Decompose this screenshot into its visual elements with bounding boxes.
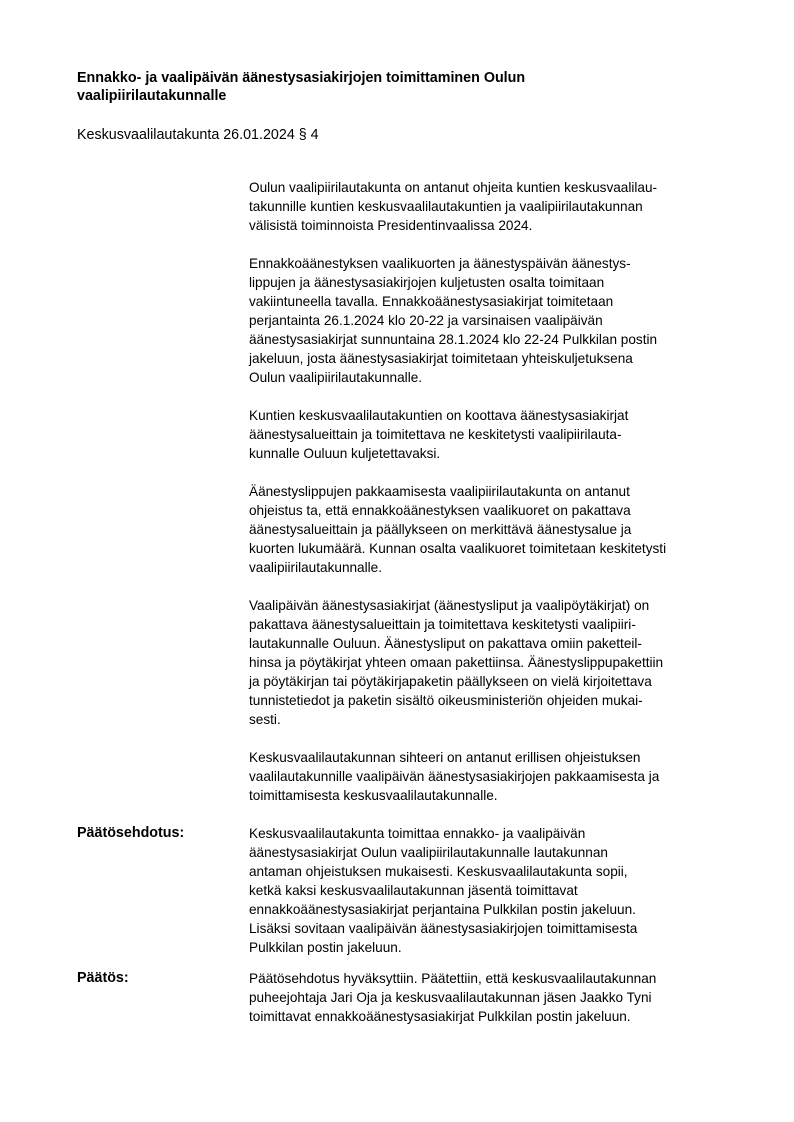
text-line: Äänestyslippujen pakkaamisesta vaalipiirilautakunta on antanut — [249, 484, 630, 499]
text-line: ennakkoäänestysasiakirjat perjantaina Pulkkilan postin jakeluun. — [249, 902, 636, 917]
text-line: kuorten lukumäärä. Kunnan osalta vaalikuoret toimitetaan keskitetysti — [249, 541, 667, 556]
text-line: toimittamisesta keskusvaalilautakunnalle. — [249, 788, 498, 803]
text-line: Vaalipäivän äänestysasiakirjat (äänestysliput ja vaalipöytäkirjat) on — [249, 598, 650, 613]
paragraph-packing — [249, 482, 749, 577]
text-line: Lisäksi sovitaan vaalipäivän äänestysasiakirjojen toimittamisesta — [249, 921, 638, 936]
text-line: puheejohtaja Jari Oja ja keskusvaalilautakunnan jäsen Jaakko Tyni — [249, 990, 652, 1005]
text-line: Ennakkoäänestyksen vaalikuorten ja äänestyspäivän äänestys- — [249, 256, 631, 271]
text-line: takunnille kuntien keskusvaalilautakuntien ja vaalipiirilautakunnan — [249, 199, 643, 214]
proposal-label: Päätösehdotus: — [77, 825, 185, 841]
text-line: Kuntien keskusvaalilautakuntien on koottava äänestysasiakirjat — [249, 408, 629, 423]
document-title — [77, 69, 717, 105]
text-line: ketkä kaksi keskusvaalilautakunnan jäsentä toimittavat — [249, 883, 578, 898]
paragraph-secretary — [249, 748, 749, 805]
text-line: perjantainta 26.1.2024 klo 20-22 ja varsinaisen vaalipäivän — [249, 313, 603, 328]
text-line: ohjeistus ta, että ennakkoäänestyksen vaalikuoret on pakattava — [249, 503, 631, 518]
text-line: hinsa ja pöytäkirjat yhteen omaan pakettiinsa. Äänestyslippupakettiin — [249, 655, 664, 670]
text-line: äänestysalueittain ja päällykseen on merkittävä äänestysalue ja — [249, 522, 632, 537]
paragraph-intro — [249, 178, 749, 235]
text-line: antaman ohjeistuksen mukaisesti. Keskusvaalilautakunta sopii, — [249, 864, 628, 879]
text-line: äänestysasiakirjat Oulun vaalipiirilautakunnalle lautakunnan — [249, 845, 608, 860]
decision-label: Päätös: — [77, 970, 129, 986]
text-line: vaalipiirilautakunnalle. — [249, 560, 382, 575]
text-line: Keskusvaalilautakunnan sihteeri on antanut erillisen ohjeistuksen — [249, 750, 641, 765]
text-line: ja pöytäkirjan tai pöytäkirjapaketin päällykseen on vielä kirjoitettava — [249, 674, 652, 689]
text-line: lippujen ja äänestysasiakirjojen kuljetusten osalta toimitaan — [249, 275, 605, 290]
meeting-reference: Keskusvaalilautakunta 26.01.2024 § 4 — [77, 127, 319, 143]
text-line: vaalilautakunnille vaalipäivän äänestysasiakirjojen pakkaamisesta ja — [249, 769, 660, 784]
text-line: välisistä toiminnoista Presidentinvaalissa 2024. — [249, 218, 533, 233]
text-line: Oulun vaalipiirilautakunnalle. — [249, 370, 423, 385]
paragraph-transport — [249, 254, 749, 387]
text-line: Päätösehdotus hyväksyttiin. Päätettiin, että keskusvaalilautakunnan — [249, 971, 657, 986]
document-body — [249, 178, 749, 824]
text-line: äänestysasiakirjat sunnuntaina 28.1.2024 klo 22-24 Pulkkilan postin — [249, 332, 658, 347]
title-line: vaalipiirilautakunnalle — [77, 88, 227, 104]
text-line: tunnistetiedot ja paketin sisältö oikeusministeriön ohjeiden mukai- — [249, 693, 643, 708]
text-line: Oulun vaalipiirilautakunta on antanut ohjeita kuntien keskusvaalilau- — [249, 180, 658, 195]
text-line: toimittavat ennakkoäänestysasiakirjat Pulkkilan postin jakeluun. — [249, 1009, 631, 1024]
title-line: Ennakko- ja vaalipäivän äänestysasiakirjojen toimittaminen Oulun — [77, 70, 526, 86]
text-line: kunnalle Ouluun kuljetettavaksi. — [249, 446, 441, 461]
decision-text — [249, 969, 749, 1026]
text-line: vakiintuneella tavalla. Ennakkoäänestysasiakirjat toimitetaan — [249, 294, 614, 309]
text-line: sesti. — [249, 712, 281, 727]
paragraph-election-day — [249, 596, 749, 729]
text-line: Pulkkilan postin jakeluun. — [249, 940, 402, 955]
paragraph-collection — [249, 406, 749, 463]
text-line: lautakunnalle Ouluun. Äänestysliput on pakattava omiin paketteil- — [249, 636, 642, 651]
proposal-text — [249, 824, 749, 957]
text-line: äänestysalueittain ja toimitettava ne keskitetysti vaalipiirilauta- — [249, 427, 622, 442]
text-line: Keskusvaalilautakunta toimittaa ennakko- ja vaalipäivän — [249, 826, 586, 841]
text-line: jakeluun, josta äänestysasiakirjat toimitetaan yhteiskuljetuksena — [249, 351, 633, 366]
text-line: pakattava äänestysalueittain ja toimitettava keskitetysti vaalipiiri- — [249, 617, 636, 632]
